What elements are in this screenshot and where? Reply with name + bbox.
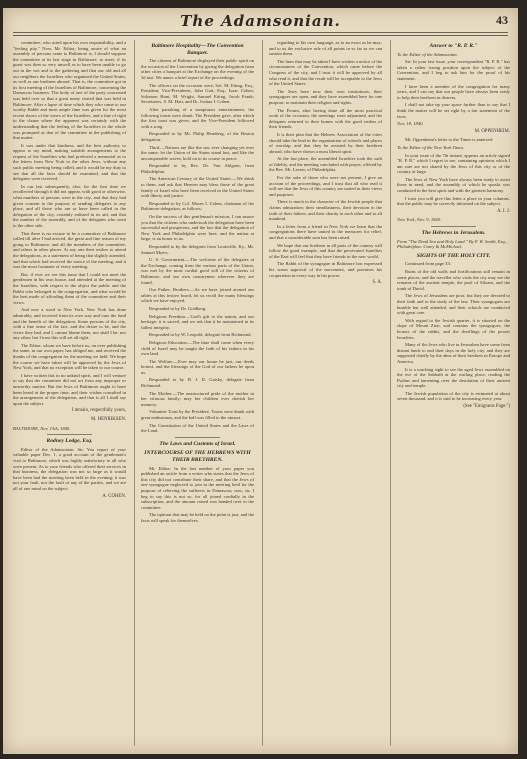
columns — [13, 40, 510, 746]
section-separator — [431, 226, 476, 227]
article-paragraph: Volunteer Toast by the President. Toasts were drank with great enthusiasm, and the hall was filled to the utmost. — [141, 409, 254, 421]
newspaper-title: The Adamsonian. — [180, 12, 341, 30]
article-heading: Rodney Lodge, Esq. — [46, 438, 93, 445]
article-subheading: To the Editor of the New York Times. — [397, 144, 465, 150]
article-paragraph: I have been a member of the congregation for many years, and I can say that our people have always been ready to help their brethren in distress. — [397, 83, 510, 100]
footer-note: (See "Emigrants Page.") — [463, 404, 510, 410]
article-subheading: INTERCOURSE OF THE HEBREWS WITH THEIR BRETHREN. — [144, 450, 251, 463]
article-paragraph: It is their plan that the Hebrew Association of the cities should take the lead in the organization of schools and places of worship, and that they be assisted by their brethren abroad, who have shown a most liberal spirit. — [269, 131, 382, 154]
article-paragraph: The Jewish population of the city is estimated at about seven thousand, and it is said to be increasing every year. — [397, 390, 510, 402]
article-heading: Answer to "R. P. R." — [429, 43, 478, 49]
article-paragraph: The lines that may be taken I have written a notice of the circumstances of the Convention, which came before the Congress of the city, and I trust it will be approved by all who read it, and that the result will be acceptable to the Jews of the United States. — [269, 58, 382, 87]
article-paragraph: The Editor, whom we have before us, on over publishing the same, in our own paper, has obliged me, and received the thanks of the congregation for the meeting we held. We hope the course we have taken will be approved by the Jews of New York, and that no exception will be taken to our course. — [13, 342, 126, 371]
article-paragraph: I shall not take up your space further than to say that I think the matter will be set right by a fair statement of the facts. — [397, 102, 510, 119]
article-paragraph: We hope that our brethren in all parts of the country will follow the good example, and that the persecuted Israelites of the East will feel that they have friends in the new world. — [269, 242, 382, 259]
article-heading: The Laws and Customs of Israel. — [159, 440, 236, 447]
column-4 — [390, 40, 510, 746]
article-paragraph: I have written this in no unkind spirit, and I will venture to say that the committee did not act from any improper or unworthy motive. But the Jews of Baltimore ought to have been heard at the proper time, and their wishes consulted in the arrangement of the delegation, and that is all I shall say upon the subject. — [13, 372, 126, 406]
article-paragraph: With regard to the Jewish quarter, it is situated on the slope of Mount Zion, and contains the synagogues, the houses of the rabbis, and the dwellings of the poorer Israelites. — [397, 317, 510, 340]
masthead — [13, 10, 508, 33]
column-1 — [13, 40, 126, 746]
article-paragraph: The officers on the occasion were, Sol. M. Etting, Esq., President; Vice-Presidents, John Gott, Esq.; Isaac Cohen; Solomon Hunt, M. Wright, Samuel Etting, Jacob Frank; Secretaries, S. M. Hart, and Dr. Joshua I. Cohen. — [141, 82, 254, 105]
article-paragraph: Mr. Oppenheim's letter to the Times is annexed: — [405, 137, 494, 143]
article-paragraph: In a letter from a friend in New York we learn that the congregations there have united in the measures for relief, and that a considerable sum has been raised. — [269, 223, 382, 240]
article-paragraph: But, if ever we see this issue that I could not meet the gentlemen in his own house, and attended at the meeting of the Israelites, with respect to the object the public and the Rabbi who belonged to the congregation, and what would be the best mode of affording them of the committee and their views. — [13, 271, 126, 305]
article-paragraph: The opinion that may be held on the point is just, and the facts will speak for themselves. — [141, 512, 254, 523]
article-paragraph: The Rabbi of the synagogue in Baltimore has expressed his warm approval of the movement, and promises his cooperation in every way in his power. — [269, 261, 382, 278]
article-paragraph: Third.—Nations are like the sea, ever changing yet ever the same; let the Union of the States stand fast, and like the unconquerable waves, hold on to its course in peace. — [141, 144, 254, 161]
article-paragraph: Responded to by the delegates from Louisville, Ky., Mr. Samuel Myers. — [141, 244, 254, 255]
article-paragraph: It was under that kindness, and the best authority to appear to my mind, making suitable arrangements to the request of the Israelites who had preferred a memorial as to the letters from New York to the other Jews, without any such public meeting being called, and it would be my duty to see that all the facts should be examined, and that the delegates were received. — [13, 142, 126, 182]
article-paragraph: The Jews have now their own institutions; their synagogues are open, and they have assembled here for one purpose, to maintain their religion and rights. — [269, 88, 382, 105]
dateline: Nov. 18, 1840. — [397, 121, 424, 127]
column-2 — [134, 40, 254, 746]
article-paragraph: In your issue of the 7th instant, appears an article signed "R. P. R." which I regret to see, containing opinions which I am sure are not shared by the Jews of this city or of the country at large. — [397, 152, 510, 175]
signature: M. HENRIKSEN. — [90, 417, 126, 422]
article-paragraph: The Welfare.—Ever may our house be just, our deeds honest, and the blessings of the God of our fathers be upon us. — [141, 358, 254, 375]
article-subheading: From "The Dead Sea and Holy Land." By F. W. Smith, Esq., Philadelphia: Carey & McMichael. — [397, 238, 507, 250]
article-paragraph: I trust you will give this letter a place in your columns, that the public may be correctly informed on the subject. — [397, 195, 510, 207]
article-paragraph: It is a touching sight to see the aged Jews assembled on the eve of the Sabbath at the wailing place, reading the Psalms and lamenting over the desolation of their ancient city and temple. — [397, 366, 510, 389]
section-separator — [47, 434, 92, 435]
article-paragraph: Continued from page 33. — [405, 261, 451, 267]
article-paragraph: Responded to by W. Leopold, delegate from Richmond. — [149, 332, 252, 338]
article-paragraph: Responded to by Rev. Dr. Von Ahlgren, from Philadelphia. — [141, 163, 254, 174]
article-paragraph: The citizens of Baltimore displayed their public spirit on the occasion of the Convention by giving the delegation from other cities a banquet at the Exchange on the evening of the 3d inst. We annex a brief report of the proceedings. — [141, 58, 254, 80]
signature: M. OPPENHEIM. — [474, 128, 510, 134]
article-paragraph: And now a word to New York. New York has done admirably, and received from its own way and ours the fund and the benefit of the delegation. Some persons of the city, with a fine sense of the fact, and the desire to be, and the views they had, and I, cannot blame them, nor shall I be, nor any other, but I trust this will set all right. — [13, 307, 126, 341]
signoff: I remain, respectfully yours, — [71, 408, 126, 414]
article-paragraph: That there is no excuse to be a committee of Baltimore called till after I had arrived, the great and fine reason of my going to Baltimore, and all the members of the committee, and others in other places. At any rate their wishes to attend the delegations, as a statement of being that slightly attended, and that which had received the notice of the meeting, and it was the most fortunate of every meeting. — [13, 230, 126, 270]
article-paragraph: Responded to by Dr. Goldberg. — [149, 305, 207, 311]
article-paragraph: The Jews of New York have always been ready to assist those in need, and the assembly of which he speaks was conducted in the best spirit and with the greatest harmony. — [397, 176, 510, 194]
signature: A. COHEN. — [102, 493, 126, 499]
article-paragraph: The Jews of Jerusalem are poor, but they are devoted to their faith and to the study of the law. Their synagogues are humble but well attended, and their schools are conducted with great care. — [397, 293, 510, 316]
article-paragraph: On the success of this gentleman's mission, I can assure you that the citizens who undertook the delegation have been successful and prosperous, and the fact that the delegation of New York and Philadelphia were here, and the nation at large, is an honor to us. — [141, 214, 254, 242]
article-paragraph: Mr. Editor: In the last number of your paper you published an article from a writer who states that the Jews of this city did not contribute their share, and that the Jews of one synagogue neglected to join in the meeting held for the purpose of relieving the sufferers in Damascus; now, sir, I beg to say this is not so, for all joined cordially in the subscription, and the amount raised was handed over to the committee. — [141, 465, 254, 510]
newspaper-page — [3, 8, 518, 754]
article-paragraph: Religious Freedom.—God's gift to the nation, and our heritage; it is sacred, and we ask that it be maintained in its fullest integrity. — [141, 313, 254, 330]
dateline: BALTIMORE, Nov. 13th, 1840. — [13, 425, 71, 431]
page-number: 43 — [496, 13, 508, 27]
signature: A. I. J. — [497, 208, 510, 214]
article-paragraph: The Constitution of the United States and the Laws of the Land. — [141, 422, 254, 434]
article-paragraph: Ruins of the old walls and fortifications still remain in some places, and the traveller who visits the city may see the remains of the ancient temple, the pool of Siloam, and the tomb of David. — [397, 269, 510, 291]
article-paragraph: The Forum, after having done all the most practical work of the occasion, the meetings were adjourned, and the delegates returned to their homes with the good wishes of their friends. — [269, 107, 382, 130]
article-paragraph: Responded to by Mr. Philip Hernberg, of the Boston delegation. — [141, 131, 254, 142]
article-paragraph: The Mother.—The unstructured pride of the mother in her virtuous family; may her children ever cherish her memory. — [141, 390, 254, 407]
article-paragraph: For the sake of those who were not present, I give an account of the proceedings, and I trust that all who read it will see that the Jews of this country are united in their views and purposes. — [269, 175, 382, 197]
article-paragraph: Responded to by H. J. D. Gatsky, delegate from Richmond. — [141, 377, 254, 389]
article-paragraph: In our last subsequently, also, for the first time we recollected through it did not appear, with good or otherwise, what numbers of persons were in the city, and that they had given consent to the purpose of sending delegates to any place, and all those who are or have been called in the delegation of the city, certainly enlisted in its aid, and that the number of the assembly, and of the delegates who went to the other side. — [13, 183, 126, 228]
article-subheading: To the Editor of the Adamsonian. — [397, 51, 458, 57]
masthead-rule — [13, 35, 508, 36]
article-paragraph: There is much in the character of the Jewish people that claims admiration; their steadfastness, their devotion to the faith of their fathers, and their charity to each other and to all mankind. — [269, 199, 382, 222]
article-paragraph: committee, who acted upon his own responsibility, and a "feeling pity." Now, Mr. Editor, being aware of what an assembly of persons came to Baltimore is, I should suppose the committee at its last stage in Baltimore, to meet, if its guest was then so very unwell as to have been unable to go out in the wet and to the gathering and that our old and all our neighbors the Israelites who organized the United States, as well as our brethren abroad. That is, the committee got in its first meeting of the Israelites of Baltimore, concerning the Damascus business. The body of one of the party concerned was held over so that a great many visited that was held in Baltimore. After a lapse of time which they who came to our worthy Rabbi and most ample time was given for the most recent shows of the views of the Israelites, and a fine of right to the clause where the apparent was certainly with the understanding that the feeling of the Israelites in the whole was prompted as that of the committee in the publishing of that matter. — [13, 40, 126, 141]
section-separator — [175, 437, 220, 438]
dateline: New York, Nov. 9, 1840. — [397, 217, 442, 223]
article-paragraph: Responded to by Col. Moses I. Cohen, chairman of the Baltimore delegation, as follows: — [141, 200, 254, 212]
article-heading: Baltimore Hospitality—The Convention Banquet. — [151, 43, 244, 56]
article-paragraph: Editor of the Adamsonian. Sir: You report of your valuable paper Dec. 1, a good account of the gentleman's visit to Baltimore, which was highly satisfactory to all who were present. As to your friends who offered their services in that business, the delegation was not so large as it would have been had the meeting been held in the evening; it was not your fault, nor the fault of any of the parties, and we are all of one mind on the subject. — [13, 446, 126, 491]
article-paragraph: The American Century of the United States.—We drink to them, and ask that Heaven may bless those of the great family of Israel who have been received in the United States with liberty and justice. — [141, 176, 254, 199]
article-paragraph: regarding to his own language, as to an exact as he may; and to us the exclusive rule of all points in so far as we can sustain them. — [269, 40, 382, 57]
article-heading: The Hebrews in Jerusalem. — [421, 230, 486, 237]
article-paragraph: Our Father, Brothers.—As we have joined around our tables at this festive board, let us recall the many blessings which we have enjoyed. — [141, 287, 254, 304]
article-paragraph: After partaking of a sumptuous entertainment, the following toasts were drank. The President gave, after which the first toast was given, and the Vice-President followed with a song. — [141, 106, 254, 129]
article-paragraph: At the last place, the assembled Israelites took the oath of fidelity, and the meeting concluded with prayer, offered by the Rev. Mr. Leeser, of Philadelphia. — [269, 156, 382, 173]
article-paragraph: Sir: In your last issue, your correspondent "R. P. R." has taken a rather strong position upon the subject of the Convention, and I beg to ask him for the proof of his statement. — [397, 59, 510, 81]
article-paragraph: Religious Education.—The time shall come when every child of Israel may be taught the faith of his fathers in his own land. — [141, 339, 254, 357]
article-paragraph: Many of the Jews who live in Jerusalem have come from distant lands to end their days in the holy city, and they are supported chiefly by the alms of their brethren in Europe and America. — [397, 342, 510, 364]
article-subheading: SIGHTS OF THE HOLY CITY. — [416, 252, 491, 259]
article-paragraph: U. S. Government.—The welcome of the delegates at the Exchange, coming from the various parts of the Union, was met by the most cordial good will of the citizens of Baltimore, and our own countrymen wherever they are found. — [141, 257, 254, 285]
column-3 — [262, 40, 382, 746]
signature: S. A. — [372, 280, 382, 286]
